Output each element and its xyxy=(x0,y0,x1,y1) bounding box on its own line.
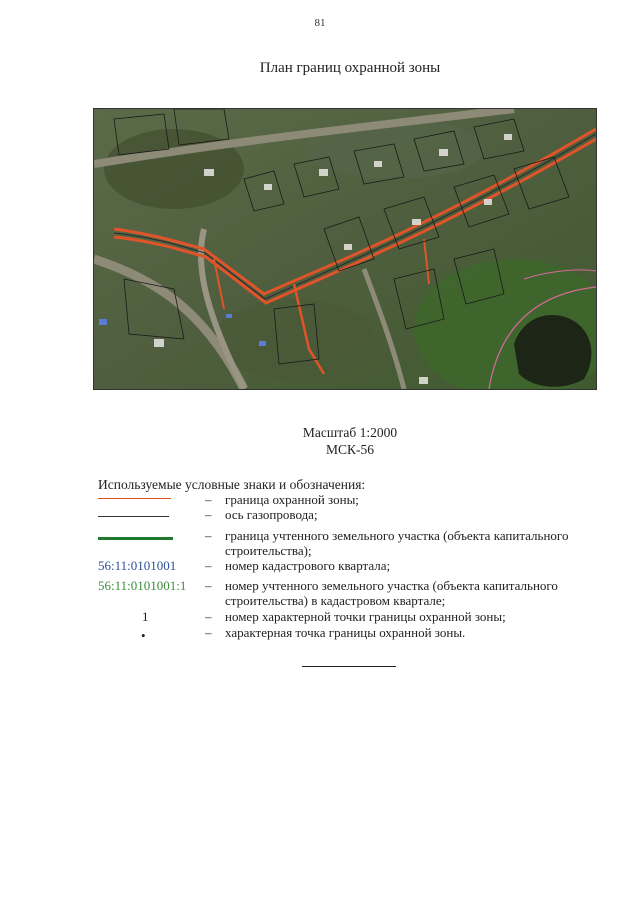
legend-heading: Используемые условные знаки и обозначения: xyxy=(98,477,366,492)
legend-description: номер учтенного земельного участка (объекта капитального строительства) в кадастровом квартале; xyxy=(225,578,558,608)
legend-dash: – xyxy=(205,492,212,507)
gas-pipe-axis-line-symbol xyxy=(98,516,169,517)
legend-dash: – xyxy=(205,578,212,593)
page-title: План границ охранной зоны xyxy=(259,60,441,76)
legend-dash: – xyxy=(205,558,212,573)
page-number: 81 xyxy=(314,17,326,29)
legend-dash: – xyxy=(205,609,212,624)
legend-item-boundary-point xyxy=(98,625,598,641)
legend-item-gas-pipe-axis xyxy=(98,507,598,523)
cadastral-quarter-number-sample: 56:11:0101001 xyxy=(98,558,177,573)
legend-dash: – xyxy=(205,625,212,640)
legend-item-cadastral-quarter xyxy=(98,558,598,574)
legend-dash: – xyxy=(205,528,212,543)
legend-dash: – xyxy=(205,507,212,522)
parcel-boundary-line-symbol xyxy=(98,537,173,540)
parcel-number-sample: 56:11:0101001:1 xyxy=(98,578,187,593)
map-scale xyxy=(0,424,640,458)
boundary-point-dot-icon: • xyxy=(141,628,146,643)
legend-item-parcel-boundary xyxy=(98,528,598,560)
legend-description: номер характерной точки границы охранной зоны; xyxy=(225,609,506,624)
scale-ratio: Масштаб 1:2000 xyxy=(302,425,398,440)
coordinate-system: МСК-56 xyxy=(325,442,374,457)
legend-item-point-number xyxy=(98,609,598,625)
satellite-map-image xyxy=(94,109,596,389)
point-number-sample: 1 xyxy=(142,609,149,624)
legend-description: ось газопровода; xyxy=(225,507,318,522)
legend-item-parcel-number xyxy=(98,578,598,610)
legend-description: номер кадастрового квартала; xyxy=(225,558,391,573)
protection-zone-line-symbol xyxy=(98,498,171,499)
legend-item-protection-zone xyxy=(98,492,598,508)
legend-description: характерная точка границы охранной зоны. xyxy=(225,625,466,640)
legend-description: граница учтенного земельного участка (объекта капитального строительства); xyxy=(225,528,569,558)
protection-zone-map xyxy=(93,108,597,390)
footer-rule xyxy=(302,666,396,667)
legend-description: граница охранной зоны; xyxy=(225,492,359,507)
